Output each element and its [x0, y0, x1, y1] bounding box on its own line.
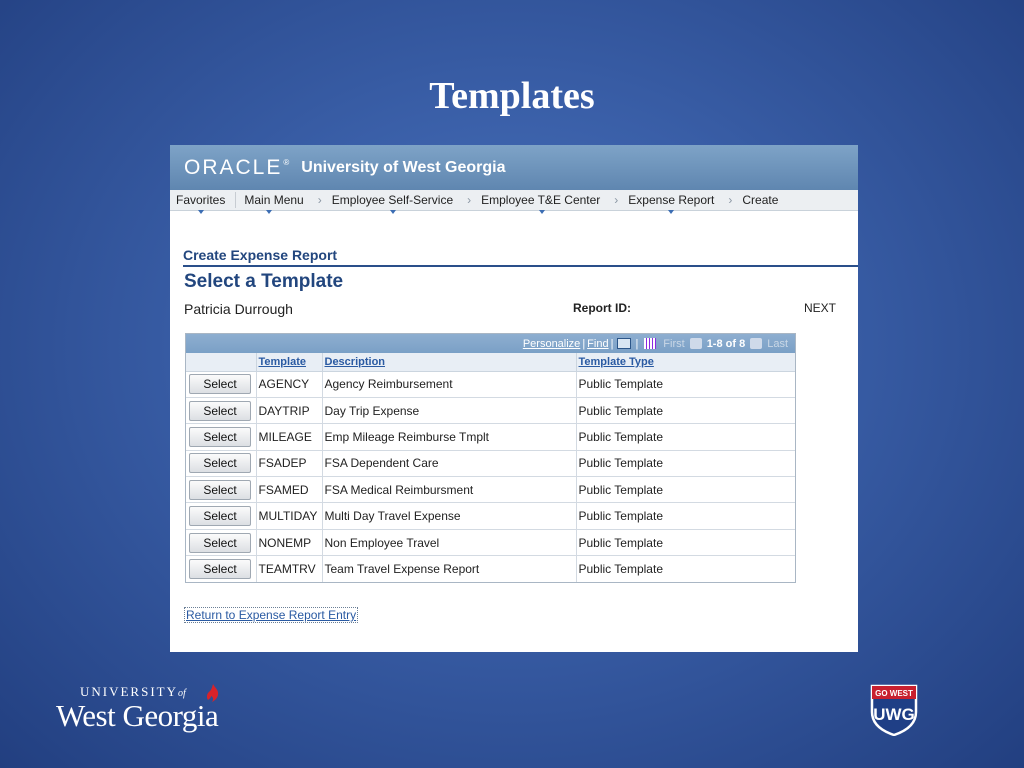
template-type: Public Template [576, 477, 795, 503]
employee-name: Patricia Durrough [184, 301, 293, 317]
dropdown-arrow-icon [668, 210, 674, 214]
template-code: FSADEP [256, 450, 322, 476]
template-description: Team Travel Expense Report [322, 556, 576, 582]
select-button[interactable]: Select [189, 533, 251, 553]
table-row [186, 450, 795, 476]
table-row [186, 477, 795, 503]
dropdown-arrow-icon [198, 210, 204, 214]
chevron-right-icon: › [728, 193, 733, 207]
slide-title: Templates [429, 75, 595, 117]
row-range: 1-8 of 8 [706, 337, 746, 350]
nav-main-menu-label: Main Menu [244, 193, 304, 207]
nav-create[interactable] [742, 193, 782, 207]
logo-of-text: of [178, 688, 186, 699]
oracle-logo: ORACLE [184, 155, 283, 179]
toolbar-separator: | [610, 337, 614, 350]
find-link[interactable]: Find [587, 337, 609, 350]
peoplesoft-window [170, 145, 858, 652]
chevron-right-icon: › [467, 193, 472, 207]
org-name: University of West Georgia [301, 158, 506, 176]
report-id-value: NEXT [804, 301, 837, 315]
dropdown-arrow-icon [390, 210, 396, 214]
nav-expense-report-label: Expense Report [628, 193, 715, 207]
template-type: Public Template [578, 562, 663, 577]
return-to-entry-link[interactable]: Return to Expense Report Entry [186, 608, 357, 622]
report-id-label: Report ID: [573, 301, 631, 315]
table-row [186, 529, 795, 555]
select-button[interactable]: Select [189, 506, 251, 526]
template-description: FSA Medical Reimbursment [322, 477, 576, 503]
template-description: Day Trip Expense [322, 397, 576, 423]
nav-employee-te-center[interactable] [481, 193, 604, 207]
table-row [186, 371, 795, 397]
table-row [186, 424, 795, 450]
nav-employee-self-service[interactable] [332, 193, 457, 207]
template-code: NONEMP [256, 529, 322, 555]
select-button[interactable]: Select [189, 427, 251, 447]
chevron-right-icon: › [317, 193, 322, 207]
view-all-icon[interactable] [617, 338, 631, 349]
template-grid [185, 333, 796, 583]
template-description: Emp Mileage Reimburse Tmplt [322, 424, 576, 450]
go-west-badge-icon [868, 682, 920, 736]
download-spreadsheet-icon[interactable] [644, 338, 656, 349]
template-column-header[interactable]: Template [256, 353, 322, 371]
dropdown-arrow-icon [539, 210, 545, 214]
template-description: Multi Day Travel Expense [322, 503, 576, 529]
template-code: AGENCY [256, 371, 322, 397]
logo-university-text: UNIVERSITY [80, 684, 178, 699]
table-row [186, 397, 795, 423]
template-code: MILEAGE [256, 424, 322, 450]
grid-toolbar [186, 334, 795, 353]
template-type: Public Template [576, 397, 795, 423]
nav-te-center-label: Employee T&E Center [481, 193, 601, 207]
select-button[interactable]: Select [189, 559, 251, 579]
nav-favorites[interactable] [176, 193, 229, 207]
nav-main-menu[interactable] [244, 193, 307, 207]
personalize-link[interactable]: Personalize [522, 337, 581, 350]
template-type: Public Template [576, 371, 795, 397]
template-type: Public Template [576, 529, 795, 555]
oracle-header-bar [170, 145, 858, 190]
template-description: FSA Dependent Care [322, 450, 576, 476]
flame-icon [206, 684, 220, 702]
last-link[interactable]: Last [767, 337, 788, 350]
page-title: Select a Template [184, 271, 344, 292]
badge-bottom-text: UWG [873, 705, 915, 724]
table-row [186, 503, 795, 529]
select-button[interactable]: Select [189, 374, 251, 394]
first-link[interactable]: First [663, 337, 685, 350]
logo-west-georgia-text: West Georgia [56, 698, 219, 733]
template-code: FSAMED [256, 477, 322, 503]
university-logo [56, 684, 218, 732]
previous-arrow-icon[interactable] [690, 338, 702, 349]
template-description: Agency Reimbursement [322, 371, 576, 397]
nav-ess-label: Employee Self-Service [331, 193, 454, 207]
table-row [186, 556, 795, 582]
nav-divider [235, 192, 236, 208]
select-button[interactable]: Select [189, 401, 251, 421]
toolbar-separator: | [635, 337, 639, 350]
toolbar-separator: | [582, 337, 586, 350]
template-type: Public Template [576, 424, 795, 450]
template-code: MULTIDAY [256, 503, 322, 529]
registered-mark-icon: ® [283, 158, 290, 167]
template-type: Public Template [576, 503, 795, 529]
dropdown-arrow-icon [266, 210, 272, 214]
nav-expense-report[interactable] [628, 193, 718, 207]
nav-favorites-label: Favorites [176, 193, 226, 207]
template-type-column-header[interactable]: Template Type [576, 353, 795, 371]
badge-top-text: GO WEST [875, 689, 913, 698]
template-code: TEAMTRV [256, 556, 322, 582]
breadcrumb [170, 190, 858, 211]
template-table [186, 353, 795, 582]
section-header: Create Expense Report [183, 247, 858, 267]
select-column-header [186, 353, 256, 371]
nav-create-label: Create [742, 193, 779, 207]
template-description: Non Employee Travel [322, 529, 576, 555]
description-column-header[interactable]: Description [322, 353, 576, 371]
template-code: DAYTRIP [256, 397, 322, 423]
template-type: Public Template [576, 450, 795, 476]
next-arrow-icon[interactable] [750, 338, 762, 349]
chevron-right-icon: › [614, 193, 619, 207]
select-button[interactable]: Select [189, 480, 251, 500]
select-button[interactable]: Select [189, 453, 251, 473]
